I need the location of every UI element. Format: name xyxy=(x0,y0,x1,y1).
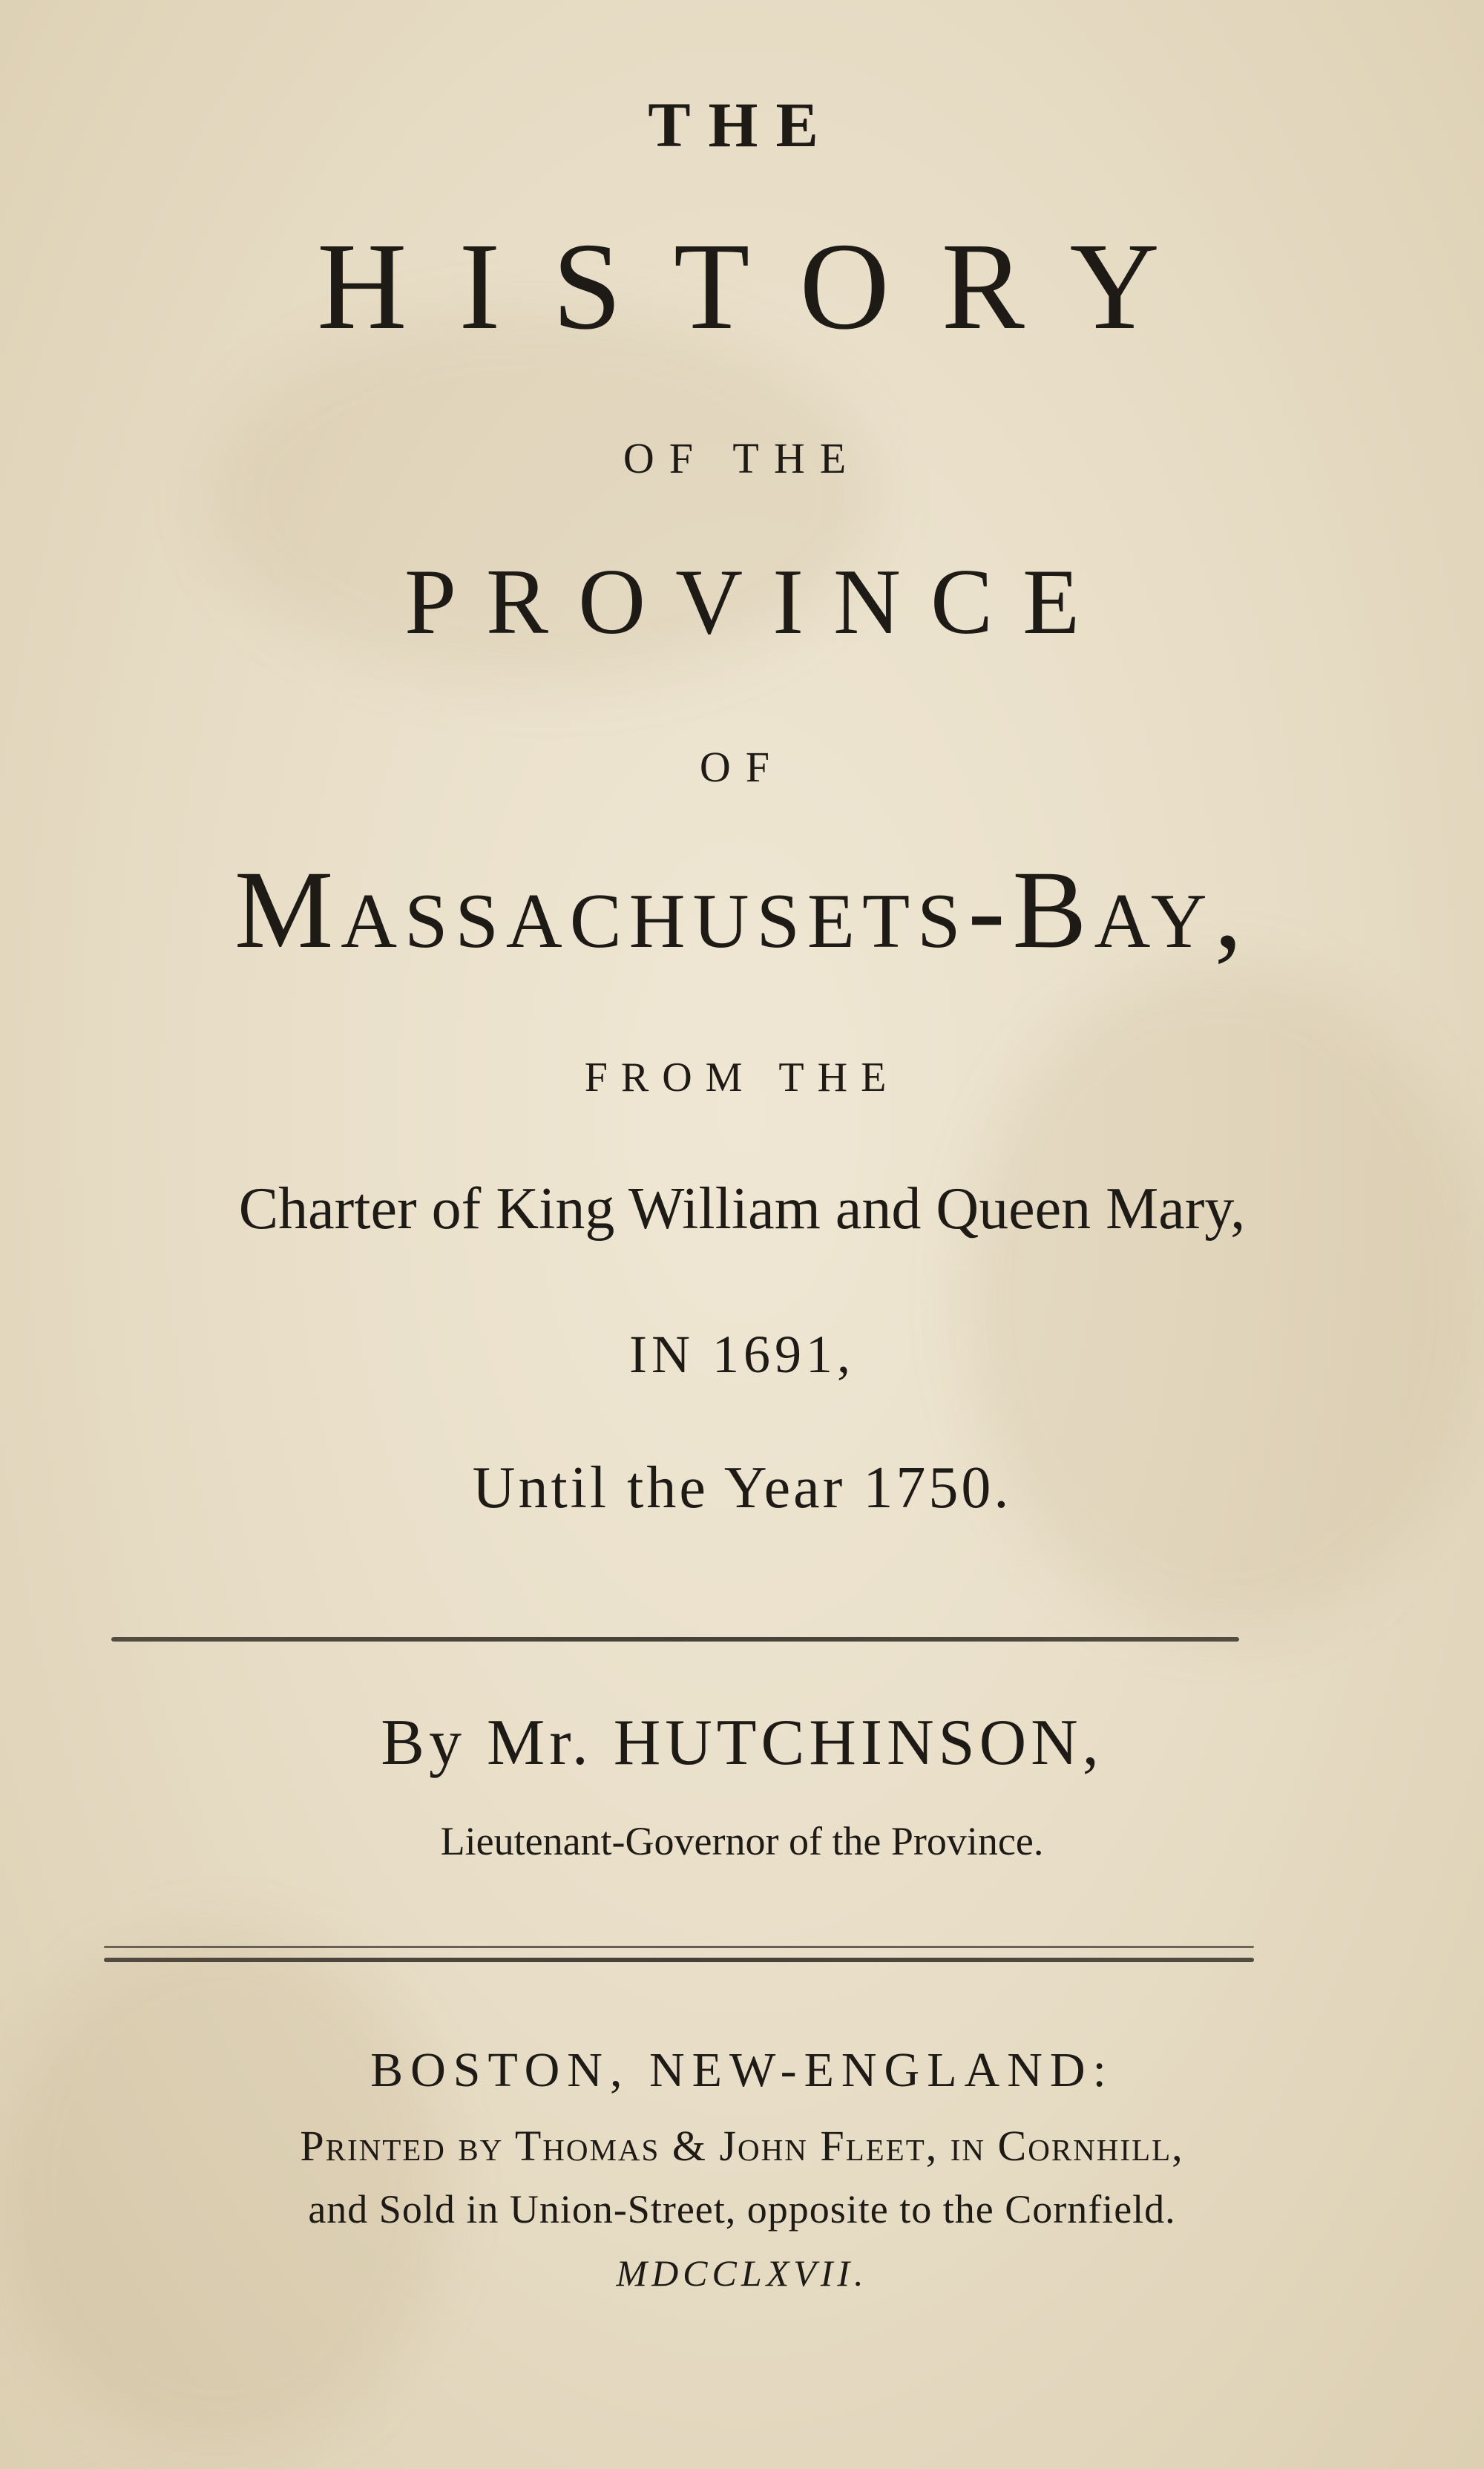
rule-upper xyxy=(111,1637,1239,1642)
title-from-the: FROM THE xyxy=(584,1055,900,1101)
title-of: OF xyxy=(699,743,785,791)
title-history: HISTORY xyxy=(317,217,1212,355)
title-of-the: OF THE xyxy=(623,434,861,482)
title-until-line: Until the Year 1750. xyxy=(472,1455,1012,1521)
title-massachusets-bay: Massachusets-Bay, xyxy=(234,848,1250,971)
author-line: By Mr. HUTCHINSON, xyxy=(381,1707,1103,1779)
rule-lower-top xyxy=(104,1946,1254,1948)
title-in-year: IN 1691, xyxy=(629,1325,855,1384)
imprint-printer: Printed by Thomas & John Fleet, in Cornhill, xyxy=(300,2122,1184,2170)
rule-lower-bottom xyxy=(104,1958,1254,1962)
title-charter-line: Charter of King William and Queen Mary, xyxy=(238,1176,1246,1242)
imprint-place: BOSTON, NEW-ENGLAND: xyxy=(370,2043,1114,2097)
author-title: Lieutenant-Governor of the Province. xyxy=(440,1819,1044,1863)
imprint-sold: and Sold in Union-Street, opposite to the Cornfield. xyxy=(308,2187,1176,2232)
title-province: PROVINCE xyxy=(404,551,1110,654)
title-the: THE xyxy=(648,89,836,160)
imprint-date: MDCCLXVII. xyxy=(616,2252,868,2294)
